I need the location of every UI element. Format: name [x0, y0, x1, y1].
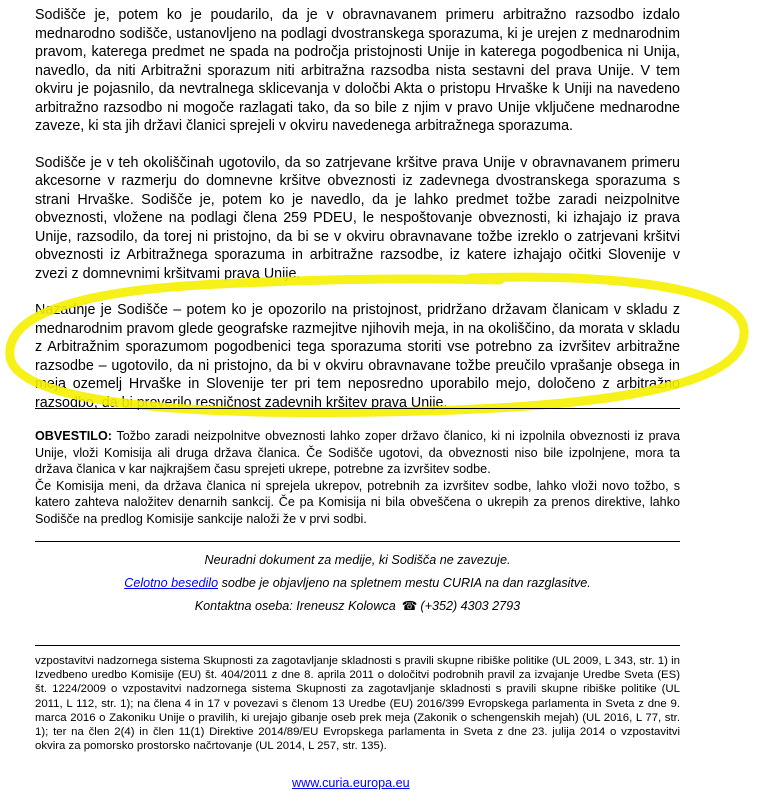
notice-box [35, 428, 680, 528]
footnote-text: vzpostavitvi nadzornega sistema Skupnosti za zagotavljanje skladnosti s pravili skupne ribiške politike (UL 2009, L 343, str. 1) in Izvedbeno uredbo Komisije (EU) št. 404/2011 z dne 8. aprila 2011 o določitvi podrobnih pravil za izvajanje Uredbe Sveta (ES) št. 1224/2009 o vzpostavitvi nadzornega sistema Skupnosti za zagotavljanje skladnosti s pravili skupne ribiške politike (UL 2011, L 112, str. 1); na člena 4 in 17 v povezavi s členom 13 Uredbe (EU) 2016/399 Evropskega parlamenta in Sveta z dne 9. marca 2016 o Zakoniku Unije o pravilih, ki urejajo gibanje oseb prek meja (Zakonik o schengenskih mejah) (UL 2016, L 77, str. 1); ter na člen 2(4) in člen 11(1) Direktive 2014/89/EU Evropskega parlamenta in Sveta z dne 23. julija 2014 o vzpostavitvi okvira za pomorsko prostorsko načrtovanje (UL 2014, L 257, str. 135). [35, 655, 680, 753]
footnote [35, 654, 680, 753]
full-text-rest: sodbe je objavljeno na spletnem mestu CURIA na dan razglasitve. [218, 576, 591, 590]
paragraph-jurisdiction-basis: Sodišče je, potem ko je poudarilo, da je v obravnavanem primeru arbitražno razsodbo izdalo mednarodno sodišče, ustanovljeno na podlagi dvostranskega sporazuma, ki je urejen z mednarodnim pravom, katerega predmet ne spada na področja pristojnosti Unije in katerega pogodbenica ni Unija, navedlo, da niti Arbitražni sporazum niti arbitražna razsodba nista sestavni del prava Unije. V tem okviru je pojasnilo, da nevtralnega sklicevanja v določbi Akta o pristopu Hrvaške k Uniji na navedeno arbitražno razsodbo ni mogoče razlagati tako, da so bile z njim v pravo Unije vključene mednarodne zaveze, ki sta jih državi članici sprejeli v okviru navedenega arbitražnega sporazuma. [35, 7, 680, 134]
press-release-body [35, 6, 680, 430]
press-footer [35, 552, 680, 621]
notice-paragraph-1 [35, 428, 680, 478]
notice-paragraph-2: Če Komisija meni, da država članica ni sprejela ukrepov, potrebnih za izvršitev sodbe, lahko vloži novo tožbo, s katero zahteva naložitev denarnih sankcij. Če pa Komisija ni bila obveščena o ukrepih za prenos direktive, lahko Sodišče na predlog Komisije sankcije naloži že v prvi sodbi. [35, 478, 680, 526]
curia-website-link[interactable]: www.curia.europa.eu [292, 776, 410, 790]
full-text-link[interactable]: Celotno besedilo [124, 576, 219, 590]
telephone-icon: ☎ [401, 599, 418, 613]
notice-bottom-rule [35, 541, 680, 542]
footnote-rule [35, 645, 680, 646]
contact-phone: (+352) 4303 2793 [420, 599, 521, 613]
contact-line [35, 598, 680, 614]
paragraph-accessory-violations: Sodišče je v teh okoliščinah ugotovilo, da so zatrjevane kršitve prava Unije v obravnavanem primeru akcesorne v razmerju do domnevne kršitve obveznosti iz zadevnega dvostranskega sporazuma s strani Hrvaške. Sodišče je, potem ko je navedlo, da je lahko predmet tožbe zaradi neizpolnitve obveznosti, vložene na podlagi člena 259 PDEU, le nespoštovanje obveznosti, ki izhajajo iz prava Unije, razsodilo, da torej ni pristojno, da bi se v okviru obravnavane tožbe izreklo o zatrjevani kršitvi obveznosti iz Arbitražnega sporazuma in arbitražne razsodbe, iz katere izhajajo očitki Slovenije v zvezi z domnevnimi kršitvami prava Unije. [35, 154, 680, 282]
contact-person: Kontaktna oseba: Ireneusz Kolowca [194, 599, 396, 613]
disclaimer-text: Neuradni dokument za medije, ki Sodišča ne zavezuje. [204, 553, 511, 567]
notice-label: OBVESTILO: [35, 429, 112, 443]
notice-top-rule [35, 408, 680, 409]
full-text-line [35, 575, 680, 591]
notice-text-1: Tožbo zaradi neizpolnitve obveznosti lahko zoper državo članico, ki ni izpolnila obveznosti iz prava Unije, vloži Komisija ali druga država članica. Če Sodišče ugotovi, da obveznosti niso bile izpolnjene, mora ta država članica v kar najkrajšem času sprejeti ukrepe, potrebne za izvršitev sodbe. [35, 429, 680, 477]
paragraph-final-conclusion: Nazadnje je Sodišče – potem ko je opozorilo na pristojnost, pridržano državam članicam v skladu z mednarodnim pravom glede geografske razmejitve njihovih meja, in na okoliščino, da morata v skladu z Arbitražnim sporazumom pogodbenici tega sporazuma storiti vse potrebno za izvršitev arbitražne razsodbe – ugotovilo, da ni pristojno, da bi v okviru obravnavane tožbe preučilo vprašanje obsega in meja ozemelj Hrvaške in Slovenije ter pri tem neposredno uporabilo mejo, določeno z arbitražno razsodbo, da bi preverilo resničnost zadevnih kršitev prava Unije. [35, 302, 680, 411]
